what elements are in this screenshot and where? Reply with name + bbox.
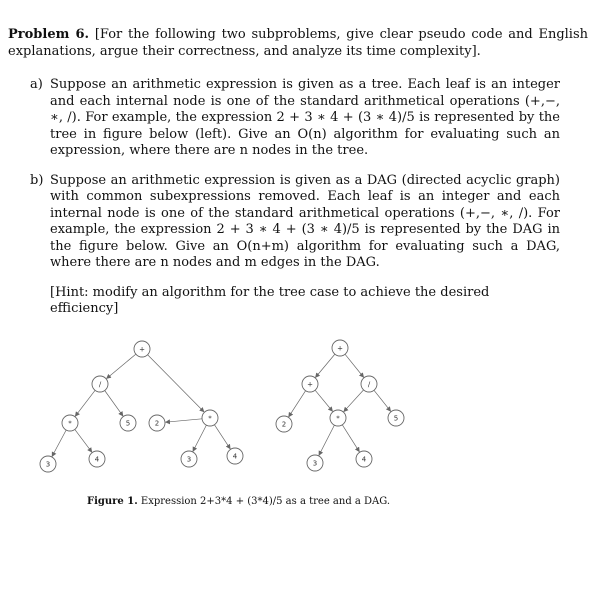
dag-node-label: 4	[361, 455, 367, 464]
dag-node	[307, 455, 323, 471]
tree-node	[181, 451, 197, 467]
dag-node-label: 3	[312, 459, 318, 468]
figure-caption	[87, 495, 390, 508]
tree-node-label: 4	[232, 452, 238, 461]
problem-intro: [For the following two subproblems, give clear pseudo code and English explanations, argue their correctness, and analyze its time complexity].	[8, 27, 589, 59]
dag-edge	[315, 354, 335, 377]
hint-text: [Hint: modify an algorithm for the tree case to achieve the desired efficiency]	[50, 284, 490, 316]
dag-edge	[374, 390, 391, 411]
tree-node	[149, 415, 165, 431]
dag-node	[302, 376, 318, 392]
tree-node	[227, 448, 243, 464]
dag-edges	[289, 354, 391, 455]
caption-label: Figure 1.	[87, 496, 138, 507]
expression-tree	[40, 341, 243, 472]
dag-node-label: +	[337, 344, 343, 353]
tree-edge	[52, 430, 66, 457]
dag-node-label: 5	[393, 414, 399, 423]
subproblem-text: Suppose an arithmetic expression is given as a tree. Each leaf is an integer and each internal node is one of the standard arithmetical operations (+,−, ∗, /). For example, the expression 2 + 3 ∗ 4 + (3 ∗ 4)/5 is represented by the tree in figure below (left). Give an O(n) algorithm for evaluating such an expression, where there are n nodes in the tree.	[50, 77, 560, 158]
tree-node-label: 3	[186, 455, 192, 464]
tree-node	[134, 341, 150, 357]
tree-edge	[107, 354, 136, 379]
tree-edge	[214, 425, 230, 449]
dag-edge	[319, 425, 335, 455]
tree-node	[92, 376, 108, 392]
dag-node-label: 2	[281, 420, 287, 429]
dag-node	[276, 416, 292, 432]
tree-node-label: *	[208, 414, 212, 423]
tree-edge	[75, 429, 92, 452]
tree-node	[202, 410, 218, 426]
subproblem-label: b)	[30, 172, 44, 188]
dag-edge	[315, 390, 333, 411]
dag-edge	[342, 425, 359, 452]
dag-node	[332, 340, 348, 356]
tree-node-label: *	[68, 419, 72, 428]
tree-node	[120, 415, 136, 431]
dag-edge	[345, 354, 364, 377]
dag-edge	[289, 391, 306, 417]
tree-node-label: /	[98, 380, 102, 389]
tree-node	[89, 451, 105, 467]
problem-heading: Problem 6.	[8, 27, 90, 42]
dag-node	[361, 376, 377, 392]
subproblem-text: Suppose an arithmetic expression is given as a DAG (directed acyclic graph) with common subexpressions removed. Each leaf is an integer and each internal node is one of the standard arithmetical operations (+,−, ∗, /). For example, the expression 2 + 3 ∗ 4 + (3 ∗ 4)/5 is represented by the DAG in the figure below. Give an O(n+m) algorithm for evaluating such a DAG, where there are n nodes and m edges in the DAG.	[50, 172, 560, 270]
tree-edge	[166, 419, 203, 422]
tree-node	[62, 415, 78, 431]
tree-node-label: +	[139, 345, 145, 354]
dag-node-label: +	[307, 380, 313, 389]
expression-dag	[276, 340, 404, 471]
tree-node-label: 2	[154, 419, 160, 428]
dag-node	[388, 410, 404, 426]
caption-text: Expression 2+3*4 + (3*4)/5 as a tree and a DAG.	[140, 496, 391, 507]
tree-edge	[193, 425, 207, 451]
tree-node	[40, 456, 56, 472]
dag-node	[330, 410, 346, 426]
tree-edges	[52, 354, 230, 456]
tree-edge	[148, 355, 204, 412]
tree-node-label: 5	[125, 419, 131, 428]
dag-node	[356, 451, 372, 467]
dag-node-label: /	[367, 380, 371, 389]
tree-node-label: 3	[45, 460, 51, 469]
dag-edge	[344, 390, 364, 412]
tree-edge	[105, 391, 123, 417]
tree-edge	[75, 390, 95, 416]
dag-node-label: *	[336, 414, 340, 423]
tree-node-label: 4	[94, 455, 100, 464]
subproblem-label: a)	[30, 77, 43, 92]
